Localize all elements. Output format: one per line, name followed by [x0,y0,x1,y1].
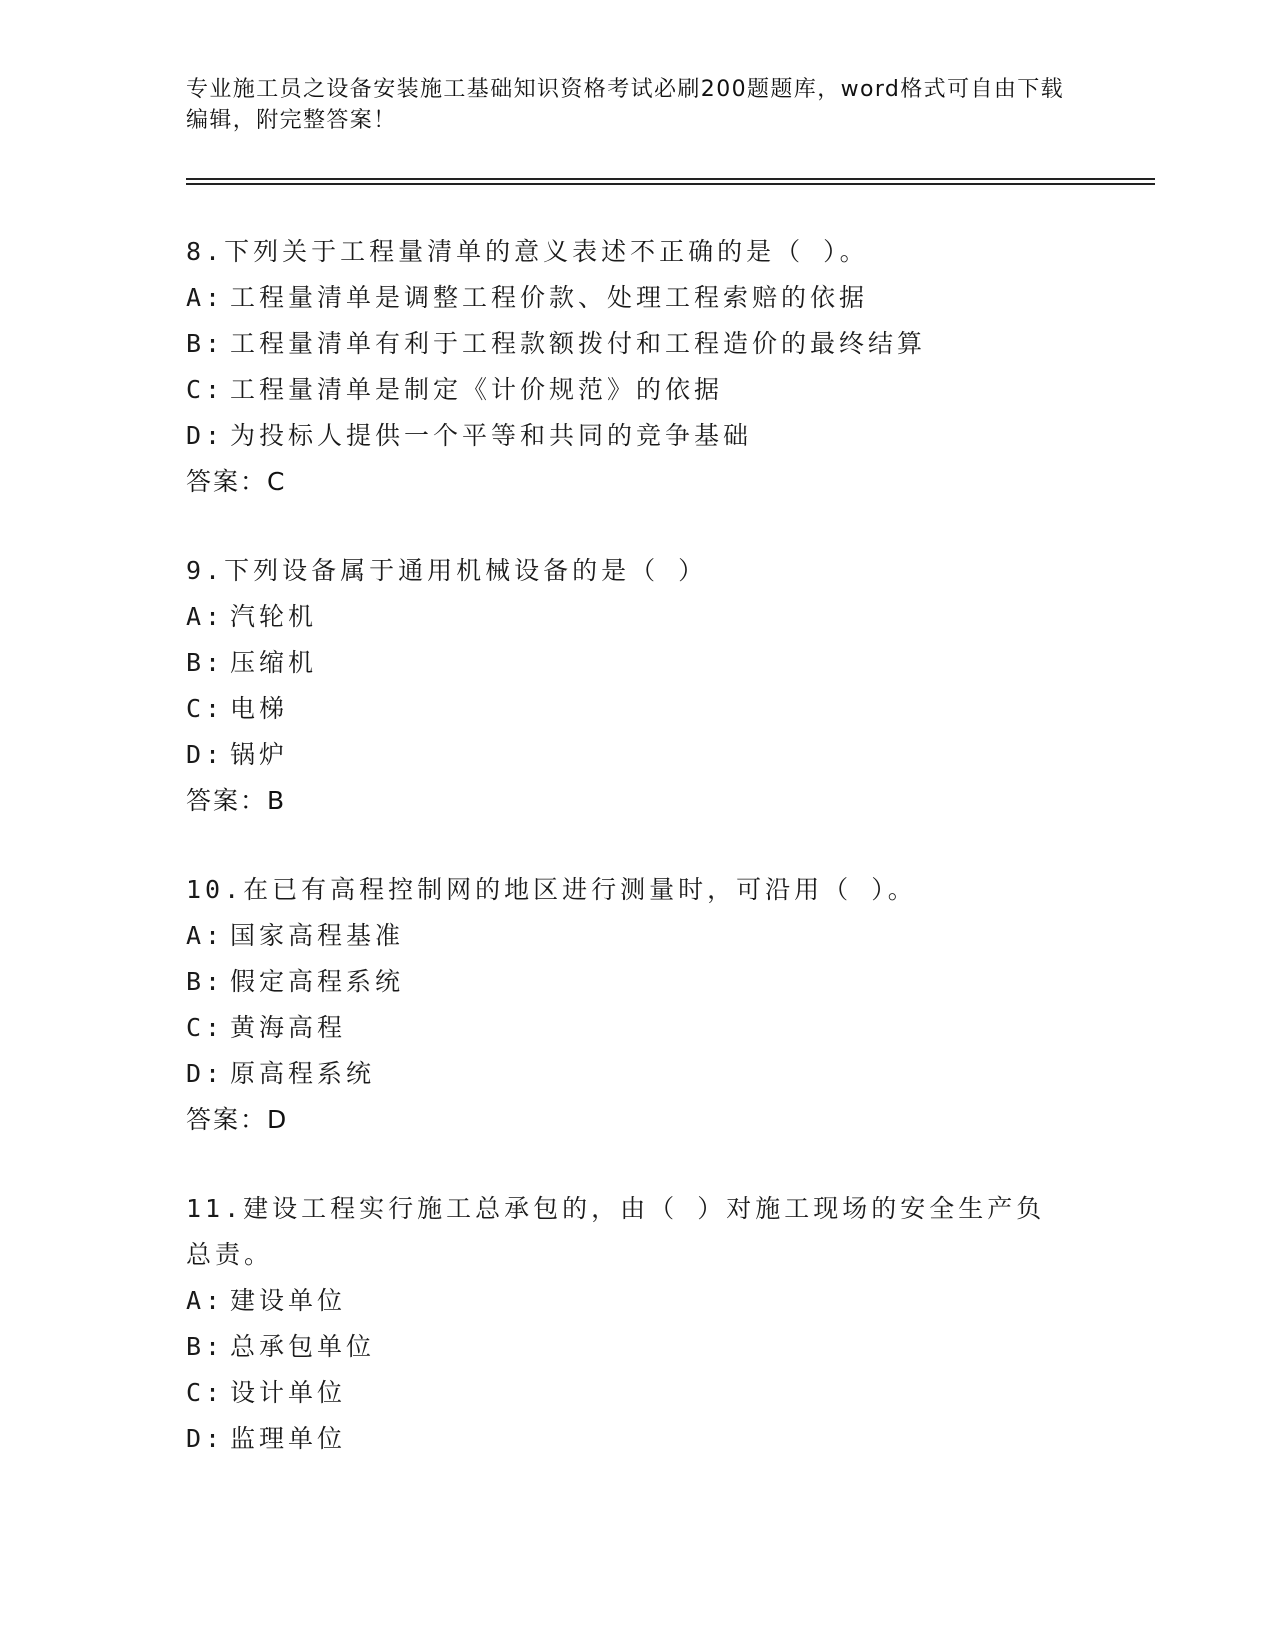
option-b [186,321,1086,367]
option-d [186,1051,1086,1097]
option-letter: C: [186,375,225,404]
option-b [186,640,1086,686]
option-letter: B: [186,1332,225,1361]
answer-line: 答案：D [186,1105,289,1134]
option-letter: B: [186,329,225,358]
option-text: 假定高程系统 [230,967,405,996]
option-text: 为投标人提供一个平等和共同的竞争基础 [230,421,753,450]
option-letter: A: [186,1286,225,1315]
option-text: 工程量清单是制定《计价规范》的依据 [230,375,724,404]
option-c [186,686,1086,732]
option-a [186,275,1086,321]
answer-line: 答案：B [186,786,287,815]
option-text: 压缩机 [230,648,318,677]
option-text: 工程量清单有利于工程款额拨付和工程造价的最终结算 [230,329,927,358]
option-letter: D: [186,740,225,769]
question-stem: 9.下列设备属于通用机械设备的是（ ） [186,556,708,585]
option-letter: B: [186,967,225,996]
option-text: 黄海高程 [230,1013,347,1042]
document-header: 专业施工员之设备安装施工基础知识资格考试必刷200题题库，word格式可自由下载编辑，附完整答案！ [186,77,1065,133]
option-c [186,1370,1086,1416]
option-letter: B: [186,648,225,677]
option-text: 汽轮机 [230,602,318,631]
option-letter: A: [186,602,225,631]
option-text: 总承包单位 [230,1332,376,1361]
option-letter: A: [186,283,225,312]
question-stem: 8.下列关于工程量清单的意义表述不正确的是（ ）。 [186,237,869,266]
option-d [186,413,1086,459]
option-c [186,1005,1086,1051]
option-letter: D: [186,1059,225,1088]
option-c [186,367,1086,413]
question-11 [186,1186,1086,1462]
option-text: 原高程系统 [230,1059,376,1088]
option-letter: C: [186,1378,225,1407]
question-10 [186,867,1086,1143]
option-b [186,1324,1086,1370]
option-letter: D: [186,1424,225,1453]
option-a [186,594,1086,640]
option-a [186,913,1086,959]
question-stem: 11.建设工程实行施工总承包的，由（ ）对施工现场的安全生产负总责。 [186,1194,1046,1269]
option-letter: C: [186,1013,225,1042]
option-text: 国家高程基准 [230,921,405,950]
option-d [186,1416,1086,1462]
question-9 [186,548,1086,824]
option-letter: D: [186,421,225,450]
question-8 [186,229,1086,505]
question-stem: 10.在已有高程控制网的地区进行测量时，可沿用（ ）。 [186,875,917,904]
option-text: 监理单位 [230,1424,347,1453]
option-a [186,1278,1086,1324]
option-d [186,732,1086,778]
answer-line: 答案：C [186,467,287,496]
option-text: 锅炉 [230,740,289,769]
option-text: 建设单位 [230,1286,347,1315]
option-letter: A: [186,921,225,950]
header-divider-bottom [186,183,1155,185]
option-b [186,959,1086,1005]
option-text: 工程量清单是调整工程价款、处理工程索赔的依据 [230,283,869,312]
option-text: 设计单位 [230,1378,347,1407]
option-text: 电梯 [230,694,289,723]
option-letter: C: [186,694,225,723]
header-divider-top [186,178,1155,180]
